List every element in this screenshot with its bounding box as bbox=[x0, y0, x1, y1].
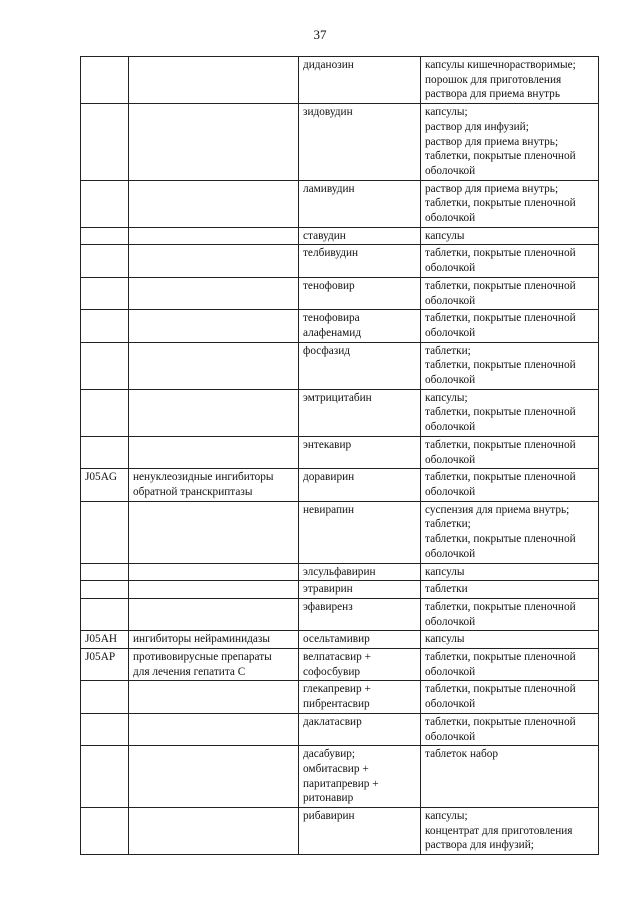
atc-code-cell bbox=[81, 389, 129, 436]
dosage-form-cell: таблетки; таблетки, покрытые пленочной оболочкой bbox=[421, 342, 599, 389]
dosage-form-cell: капсулы bbox=[421, 563, 599, 581]
table-row bbox=[81, 631, 599, 649]
drug-name-cell: даклатасвир bbox=[299, 713, 421, 745]
drug-name-cell: зидовудин bbox=[299, 104, 421, 181]
pharmacological-group-cell bbox=[129, 277, 299, 309]
pharmacological-group-cell bbox=[129, 746, 299, 808]
table-row bbox=[81, 563, 599, 581]
dosage-form-cell: капсулы bbox=[421, 227, 599, 245]
drug-name-cell: эфавиренз bbox=[299, 598, 421, 630]
drug-name-cell: глекапревир + пибрентасвир bbox=[299, 681, 421, 713]
pharmacological-group-cell bbox=[129, 501, 299, 563]
atc-code-cell bbox=[81, 342, 129, 389]
drug-name-cell: ставудин bbox=[299, 227, 421, 245]
atc-code-cell: J05AH bbox=[81, 631, 129, 649]
dosage-form-cell: суспензия для приема внутрь; таблетки; таблетки, покрытые пленочной оболочкой bbox=[421, 501, 599, 563]
drug-name-cell: телбивудин bbox=[299, 245, 421, 277]
dosage-form-cell: таблетки, покрытые пленочной оболочкой bbox=[421, 277, 599, 309]
pharmacological-group-cell bbox=[129, 227, 299, 245]
dosage-form-cell: таблетки, покрытые пленочной оболочкой bbox=[421, 469, 599, 501]
pharmacological-group-cell bbox=[129, 808, 299, 855]
drug-name-cell: тенофовира алафенамид bbox=[299, 310, 421, 342]
pharmacological-group-cell bbox=[129, 104, 299, 181]
table-row bbox=[81, 310, 599, 342]
table-row bbox=[81, 581, 599, 599]
table-row bbox=[81, 746, 599, 808]
table-row bbox=[81, 469, 599, 501]
pharmacological-group-cell bbox=[129, 180, 299, 227]
table-row bbox=[81, 598, 599, 630]
dosage-form-cell: капсулы bbox=[421, 631, 599, 649]
pharmacological-group-cell bbox=[129, 563, 299, 581]
drug-name-cell: рибавирин bbox=[299, 808, 421, 855]
dosage-form-cell: капсулы кишечнорастворимые; порошок для приготовления раствора для приема внутрь bbox=[421, 57, 599, 104]
pharmacological-group-cell bbox=[129, 310, 299, 342]
table-row bbox=[81, 649, 599, 681]
drug-name-cell: элсульфавирин bbox=[299, 563, 421, 581]
drug-name-cell: тенофовир bbox=[299, 277, 421, 309]
table-row bbox=[81, 808, 599, 855]
dosage-form-cell: таблетки, покрытые пленочной оболочкой bbox=[421, 436, 599, 468]
pharmacological-group-cell: противовирусные препараты для лечения гепатита С bbox=[129, 649, 299, 681]
pharmacological-group-cell bbox=[129, 342, 299, 389]
dosage-form-cell: раствор для приема внутрь; таблетки, покрытые пленочной оболочкой bbox=[421, 180, 599, 227]
atc-code-cell: J05AG bbox=[81, 469, 129, 501]
pharmacological-group-cell bbox=[129, 713, 299, 745]
dosage-form-cell: таблетки, покрытые пленочной оболочкой bbox=[421, 598, 599, 630]
drug-name-cell: доравирин bbox=[299, 469, 421, 501]
pharmacological-group-cell: ингибиторы нейраминидазы bbox=[129, 631, 299, 649]
dosage-form-cell: таблетки, покрытые пленочной оболочкой bbox=[421, 649, 599, 681]
table-row bbox=[81, 681, 599, 713]
pharmacological-group-cell bbox=[129, 245, 299, 277]
pharmacological-group-cell bbox=[129, 57, 299, 104]
drug-name-cell: велпатасвир + софосбувир bbox=[299, 649, 421, 681]
dosage-form-cell: таблетки, покрытые пленочной оболочкой bbox=[421, 681, 599, 713]
drug-name-cell: эмтрицитабин bbox=[299, 389, 421, 436]
atc-code-cell bbox=[81, 808, 129, 855]
pharmacological-group-cell bbox=[129, 581, 299, 599]
pharmacological-group-cell bbox=[129, 436, 299, 468]
dosage-form-cell: таблетки, покрытые пленочной оболочкой bbox=[421, 310, 599, 342]
atc-code-cell bbox=[81, 713, 129, 745]
table-row bbox=[81, 57, 599, 104]
table-row bbox=[81, 180, 599, 227]
table-row bbox=[81, 277, 599, 309]
drug-name-cell: энтекавир bbox=[299, 436, 421, 468]
page-number: 37 bbox=[313, 27, 327, 42]
atc-code-cell bbox=[81, 598, 129, 630]
dosage-form-cell: таблетки, покрытые пленочной оболочкой bbox=[421, 245, 599, 277]
pharmacological-group-cell bbox=[129, 598, 299, 630]
drug-table bbox=[80, 56, 599, 855]
atc-code-cell bbox=[81, 563, 129, 581]
drug-name-cell: дасабувир; омбитасвир + паритапревир + ритонавир bbox=[299, 746, 421, 808]
atc-code-cell bbox=[81, 104, 129, 181]
atc-code-cell: J05AP bbox=[81, 649, 129, 681]
dosage-form-cell: капсулы; таблетки, покрытые пленочной оболочкой bbox=[421, 389, 599, 436]
atc-code-cell bbox=[81, 581, 129, 599]
atc-code-cell bbox=[81, 277, 129, 309]
table-row bbox=[81, 713, 599, 745]
dosage-form-cell: таблеток набор bbox=[421, 746, 599, 808]
dosage-form-cell: таблетки, покрытые пленочной оболочкой bbox=[421, 713, 599, 745]
drug-name-cell: диданозин bbox=[299, 57, 421, 104]
table-body bbox=[81, 57, 599, 855]
pharmacological-group-cell bbox=[129, 389, 299, 436]
table-row bbox=[81, 245, 599, 277]
table-row bbox=[81, 389, 599, 436]
atc-code-cell bbox=[81, 245, 129, 277]
drug-name-cell: осельтамивир bbox=[299, 631, 421, 649]
table-row bbox=[81, 501, 599, 563]
table-row bbox=[81, 104, 599, 181]
table-row bbox=[81, 436, 599, 468]
pharmacological-group-cell: ненуклеозидные ингибиторы обратной транскриптазы bbox=[129, 469, 299, 501]
atc-code-cell bbox=[81, 501, 129, 563]
drug-name-cell: фосфазид bbox=[299, 342, 421, 389]
atc-code-cell bbox=[81, 310, 129, 342]
drug-name-cell: этравирин bbox=[299, 581, 421, 599]
dosage-form-cell: таблетки bbox=[421, 581, 599, 599]
table-row bbox=[81, 342, 599, 389]
atc-code-cell bbox=[81, 227, 129, 245]
atc-code-cell bbox=[81, 746, 129, 808]
dosage-form-cell: капсулы; раствор для инфузий; раствор для приема внутрь; таблетки, покрытые пленочной оболочкой bbox=[421, 104, 599, 181]
pharmacological-group-cell bbox=[129, 681, 299, 713]
drug-name-cell: ламивудин bbox=[299, 180, 421, 227]
drug-name-cell: невирапин bbox=[299, 501, 421, 563]
atc-code-cell bbox=[81, 681, 129, 713]
atc-code-cell bbox=[81, 57, 129, 104]
table-row bbox=[81, 227, 599, 245]
atc-code-cell bbox=[81, 436, 129, 468]
atc-code-cell bbox=[81, 180, 129, 227]
dosage-form-cell: капсулы; концентрат для приготовления раствора для инфузий; bbox=[421, 808, 599, 855]
